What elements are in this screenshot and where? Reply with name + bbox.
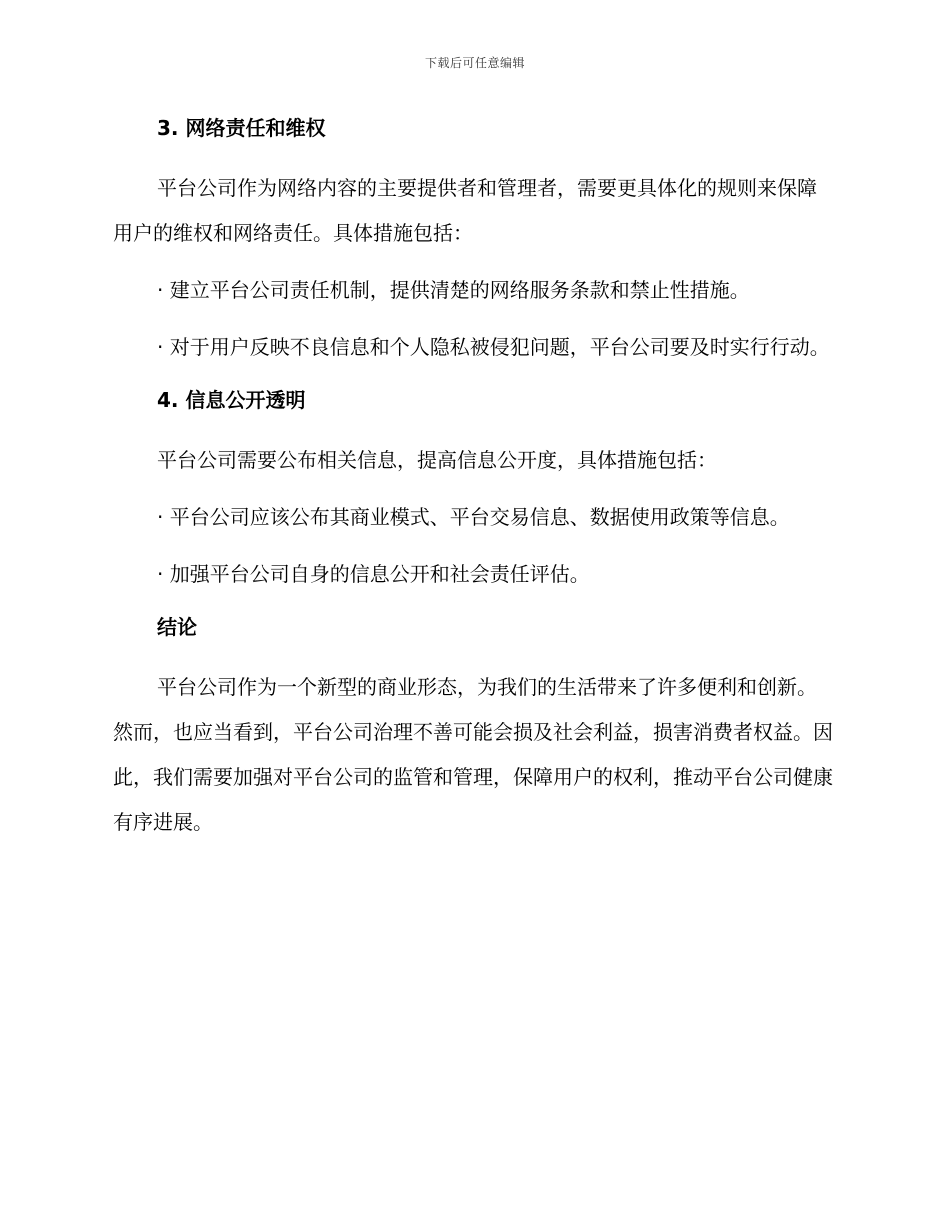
section-3-bullet-2: · 对于用户反映不良信息和个人隐私被侵犯问题，平台公司要及时实行行动。 <box>157 335 830 359</box>
header-note: 下载后可任意编辑 <box>424 56 525 70</box>
section-4-bullet-2: · 加强平台公司自身的信息公开和社会责任评估。 <box>157 562 590 586</box>
conclusion-paragraph: 平台公司作为一个新型的商业形态，为我们的生活带来了许多便利和创新。然而，也应当看到，平台公司治理不善可能会损及社会利益，损害消费者权益。因此，我们需要加强对平台公司的监管和管理，保障用户的权利，推动平台公司健康有序进展。 <box>113 675 833 834</box>
document-body <box>113 110 833 857</box>
section-3-paragraph: 平台公司作为网络内容的主要提供者和管理者，需要更具体化的规则来保障用户的维权和网络责任。具体措施包括： <box>113 176 817 245</box>
section-3-bullet-1: · 建立平台公司责任机制，提供清楚的网络服务条款和禁止性措施。 <box>157 278 750 302</box>
section-4-heading: 4. 信息公开透明 <box>157 388 306 412</box>
section-4-bullet-1: · 平台公司应该公布其商业模式、平台交易信息、数据使用政策等信息。 <box>157 505 790 529</box>
conclusion-heading: 结论 <box>157 615 197 639</box>
section-4-paragraph: 平台公司需要公布相关信息，提高信息公开度，具体措施包括： <box>157 448 717 472</box>
section-3-heading: 3. 网络责任和维权 <box>157 116 326 140</box>
